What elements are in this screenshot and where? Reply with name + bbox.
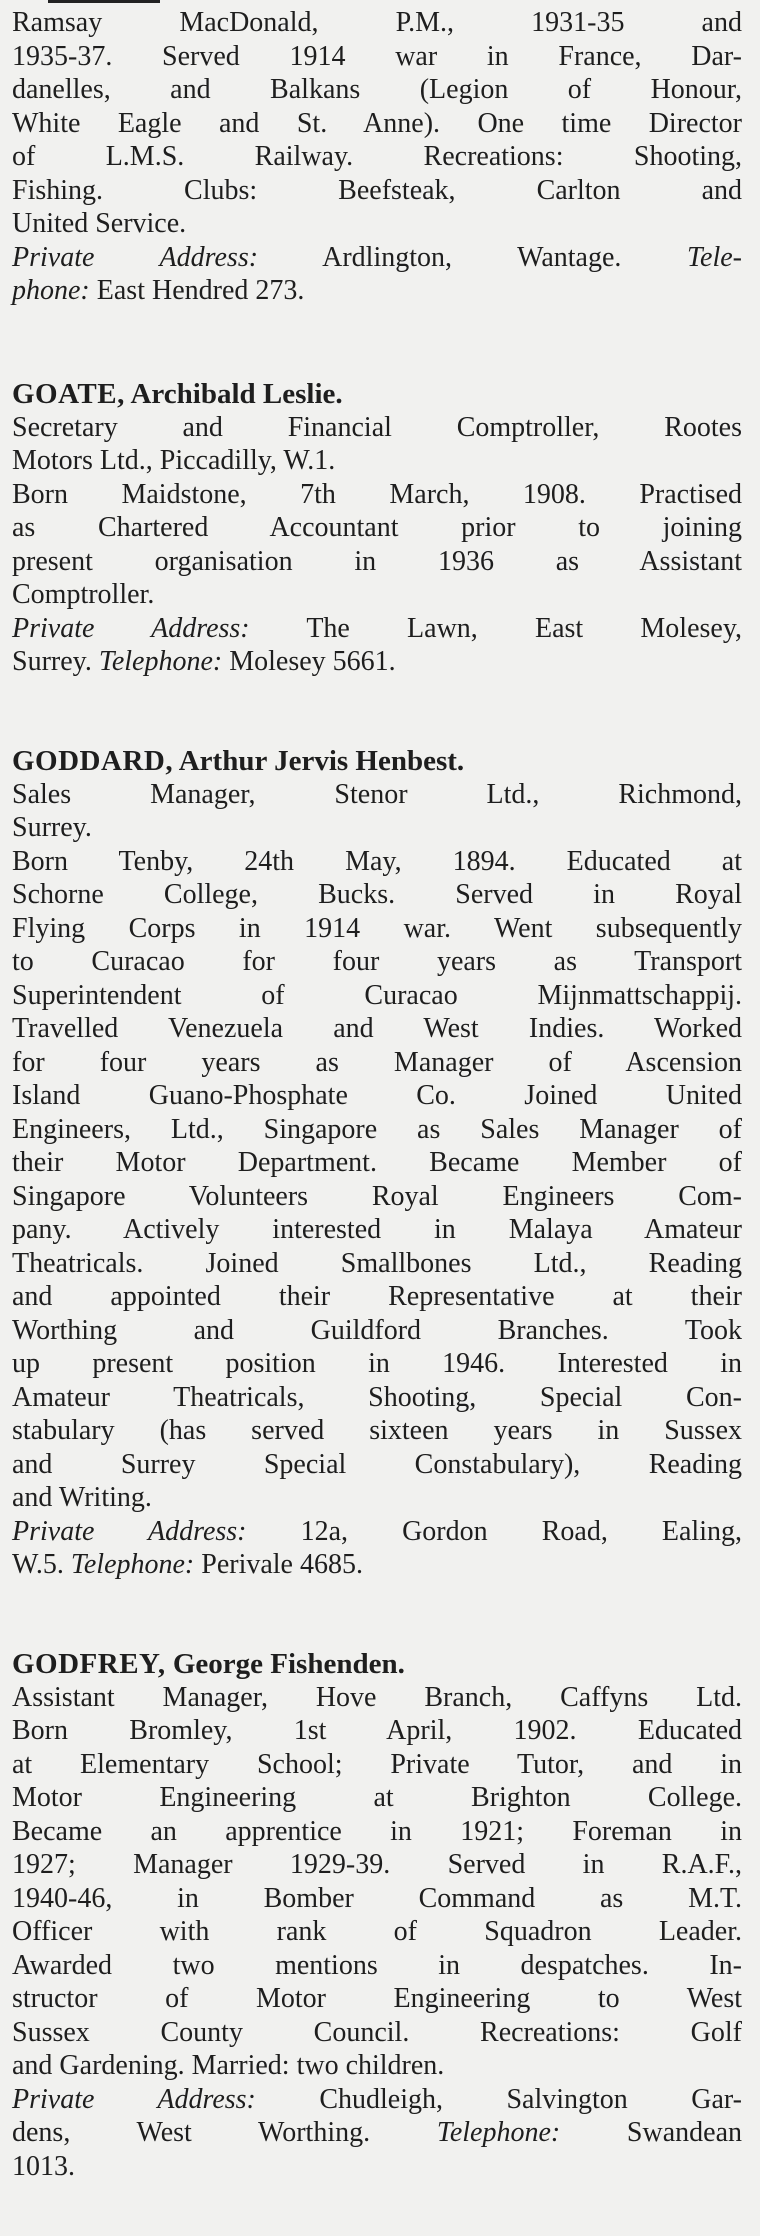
entry-text-line: Assistant Manager, Hove Branch, Caffyns Ltd. bbox=[12, 1681, 742, 1713]
telephone-label: Telephone: bbox=[436, 2117, 561, 2148]
entry-text-line: and Gardening. Married: two children. bbox=[12, 2050, 445, 2081]
address-label: Private Address: bbox=[12, 2083, 256, 2115]
entry-name bbox=[12, 378, 742, 411]
entry-given-names: George Fishenden. bbox=[165, 1647, 405, 1680]
address-line bbox=[12, 1515, 742, 1549]
entry-given-names: Arthur Jervis Henbest. bbox=[173, 744, 465, 777]
telephone-number: Molesey 5661. bbox=[222, 646, 396, 677]
address-text: Ardlington, Wantage. bbox=[258, 241, 688, 273]
entry-name bbox=[12, 1648, 742, 1681]
address-text: W.5. bbox=[12, 1549, 71, 1580]
entry-text-line: Officer with rank of Squadron Leader. bbox=[12, 1916, 742, 1947]
telephone-number: Swandean bbox=[560, 2117, 743, 2148]
entry-text-line: Secretary and Financial Comptroller, Rootes bbox=[12, 411, 742, 443]
entry-text-line: Born Maidstone, 7th March, 1908. Practised bbox=[12, 478, 742, 510]
telephone-label: phone: bbox=[12, 275, 90, 306]
telephone-label: Tele- bbox=[687, 241, 742, 273]
entry-text-line: present organisation in 1936 as Assistant bbox=[12, 545, 742, 577]
address-text: dens, West Worthing. bbox=[12, 2117, 437, 2148]
directory-page bbox=[12, 6, 742, 2183]
entry-text-line: Surrey. bbox=[12, 812, 92, 843]
entry-text-line: Travelled Venezuela and West Indies. Worked bbox=[12, 1013, 742, 1044]
address-text: The Lawn, East Molesey, bbox=[249, 612, 743, 644]
entry-text-line: White Eagle and St. Anne). One time Director bbox=[12, 107, 742, 139]
entry-text-line: Born Tenby, 24th May, 1894. Educated at bbox=[12, 845, 742, 877]
entry-goate bbox=[12, 378, 742, 679]
entry-text-line: Island Guano-Phosphate Co. Joined United bbox=[12, 1080, 742, 1111]
entry-text-line: to Curacao for four years as Transport bbox=[12, 946, 742, 977]
telephone-line bbox=[12, 274, 742, 308]
entry-text-line: Theatricals. Joined Smallbones Ltd., Reading bbox=[12, 1247, 742, 1279]
entry-text-line: 1927; Manager 1929-39. Served in R.A.F., bbox=[12, 1849, 742, 1880]
entry-text-line: Worthing and Guildford Branches. Took bbox=[12, 1314, 742, 1346]
entry-text-line: United Service. bbox=[12, 208, 187, 239]
telephone-label: Telephone: bbox=[70, 1549, 195, 1580]
entry-text-line: Motors Ltd., Piccadilly, W.1. bbox=[12, 445, 336, 476]
telephone-line bbox=[12, 1548, 742, 1582]
entry-text-line: danelles, and Balkans (Legion of Honour, bbox=[12, 74, 742, 105]
address-text: Chudleigh, Salvington Gar- bbox=[255, 2083, 742, 2115]
entry-text-line: 1935-37. Served 1914 war in France, Dar- bbox=[12, 40, 742, 72]
address-text: 12a, Gordon Road, Ealing, bbox=[246, 1515, 742, 1547]
entry-text-line: structor of Motor Engineering to West bbox=[12, 1983, 742, 2014]
entry-text-line: Flying Corps in 1914 war. Went subsequently bbox=[12, 912, 742, 944]
telephone-line: 1013. bbox=[12, 2150, 75, 2182]
telephone-line bbox=[12, 2116, 742, 2150]
entry-text-line: 1940-46, in Bomber Command as M.T. bbox=[12, 1882, 742, 1914]
address-label: Private Address: bbox=[12, 241, 259, 273]
entry-goddard bbox=[12, 745, 742, 1582]
entry-text-line: as Chartered Accountant prior to joining bbox=[12, 512, 742, 543]
entry-text-line: Sales Manager, Stenor Ltd., Richmond, bbox=[12, 778, 742, 810]
telephone-line bbox=[12, 645, 742, 679]
entry-text-line: and Writing. bbox=[12, 1482, 152, 1513]
entry-surname: GOATE, bbox=[12, 377, 125, 410]
entry-text-line: their Motor Department. Became Member of bbox=[12, 1147, 742, 1178]
address-line bbox=[12, 2083, 742, 2117]
address-text: Surrey. bbox=[12, 646, 99, 677]
entry-text-line: stabulary (has served sixteen years in Sussex bbox=[12, 1415, 742, 1446]
telephone-number: Perivale 4685. bbox=[194, 1549, 363, 1580]
entry-text-line: Amateur Theatricals, Shooting, Special Con- bbox=[12, 1381, 742, 1413]
entry-text-line: Awarded two mentions in despatches. In- bbox=[12, 1949, 742, 1981]
entry-text-line: Became an apprentice in 1921; Foreman in bbox=[12, 1815, 742, 1847]
address-label: Private Address: bbox=[12, 612, 250, 644]
address-label: Private Address: bbox=[12, 1515, 247, 1547]
entry-text-line: Fishing. Clubs: Beefsteak, Carlton and bbox=[12, 174, 742, 206]
entry-text-line: of L.M.S. Railway. Recreations: Shooting, bbox=[12, 141, 742, 172]
entry-surname: GODFREY, bbox=[12, 1647, 166, 1680]
entry-name bbox=[12, 745, 742, 778]
entry-text-line: Ramsay MacDonald, P.M., 1931-35 and bbox=[12, 7, 742, 38]
entry-text-line: and appointed their Representative at their bbox=[12, 1281, 742, 1312]
entry-text-line: for four years as Manager of Ascension bbox=[12, 1046, 742, 1078]
entry-godfrey bbox=[12, 1648, 742, 2184]
entry-text-line: Born Bromley, 1st April, 1902. Educated bbox=[12, 1715, 742, 1746]
entry-text-line: Engineers, Ltd., Singapore as Sales Manager of bbox=[12, 1113, 742, 1145]
entry-text-line: Schorne College, Bucks. Served in Royal bbox=[12, 879, 742, 910]
entry-text-line: Sussex County Council. Recreations: Golf bbox=[12, 2016, 742, 2048]
telephone-label: Telephone: bbox=[98, 646, 223, 677]
entry-text-line: at Elementary School; Private Tutor, and in bbox=[12, 1748, 742, 1780]
entry-text-line: Superintendent of Curacao Mijnmattschappij. bbox=[12, 979, 742, 1011]
telephone-number: East Hendred 273. bbox=[89, 275, 305, 306]
continued-entry bbox=[12, 6, 742, 308]
entry-text-line: Singapore Volunteers Royal Engineers Com- bbox=[12, 1180, 742, 1212]
entry-text-line: and Surrey Special Constabulary), Reading bbox=[12, 1448, 742, 1480]
address-line bbox=[12, 241, 742, 275]
top-rule bbox=[48, 0, 160, 3]
entry-text-line: Comptroller. bbox=[12, 579, 155, 610]
address-line bbox=[12, 612, 742, 646]
entry-text-line: pany. Actively interested in Malaya Amateur bbox=[12, 1214, 742, 1245]
entry-given-names: Archibald Leslie. bbox=[124, 377, 343, 410]
entry-text-line: Motor Engineering at Brighton College. bbox=[12, 1782, 742, 1813]
entry-text-line: up present position in 1946. Interested in bbox=[12, 1348, 742, 1379]
entry-surname: GODDARD, bbox=[12, 744, 174, 777]
